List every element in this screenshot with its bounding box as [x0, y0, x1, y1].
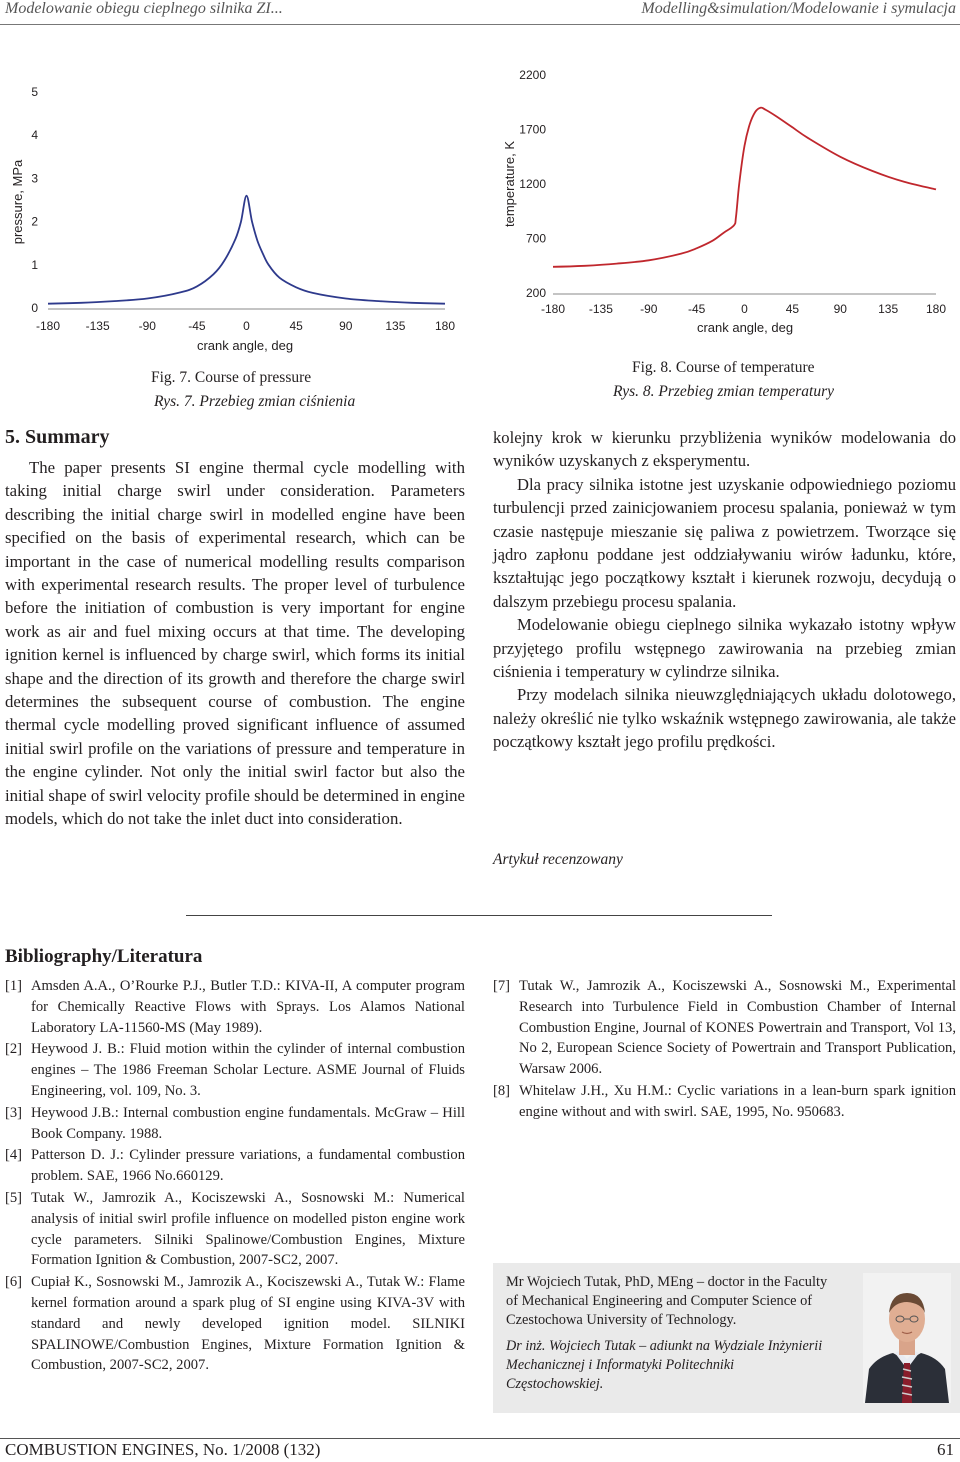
reference-number: [2]	[5, 1041, 23, 1058]
footer-rule	[0, 1438, 960, 1439]
section-divider	[186, 915, 772, 916]
reference-item	[5, 1103, 465, 1145]
y-tick-label: 1	[31, 257, 38, 272]
reference-item	[5, 1039, 465, 1101]
author-bio-pl: Dr inż. Wojciech Tutak – adiunkt na Wydziale Inżynierii Mechanicznej i Informatyki Politechniki Częstochowskiej.	[506, 1338, 823, 1392]
x-tick-label: 45	[785, 302, 800, 316]
pressure-y-tick-labels	[31, 85, 38, 315]
summary-paragraph: The paper presents SI engine thermal cycle modelling with taking initial charge swirl under consideration. Parameters describing the initial charge swirl in modelled engine have been specified on the basis of experimental research, which can be important in the case of numerical modelling results comparison with experimental research results. The proper level of turbulence before the initiation of combustion is very important for engine work as air and fuel mixing occurs at that time. The developing ignition kernel is influenced by charge swirl, which forms its initial shape and the direction of its growth and therefore the charge swirl determines the subsequent course of combustion. The engine thermal cycle modelling proved significant influence of assumed initial swirl profile on the variations of pressure and temperature in the engine cylinder. Not only the initial swirl factor but also the initial shape of swirl velocity profile should be determined in engine models, which do not take the inlet duct into consideration.	[5, 458, 465, 829]
fig8-caption-pl: Rys. 8. Przebieg zmian temperatury	[613, 383, 834, 400]
y-tick-label: 700	[525, 231, 546, 246]
reference-item	[493, 1081, 956, 1123]
reference-number: [8]	[493, 1082, 511, 1099]
y-tick-label: 200	[525, 286, 546, 300]
pressure-x-axis-label: crank angle, deg	[196, 338, 294, 353]
x-tick-label: -45	[687, 302, 706, 316]
reference-number: [7]	[493, 978, 511, 994]
polish-summary	[493, 426, 956, 754]
author-photo	[863, 1273, 951, 1403]
pressure-series-line	[48, 196, 445, 304]
running-header-left: Modelowanie obiegu cieplnego silnika ZI...	[5, 0, 283, 17]
fig8-caption-en: Fig. 8. Course of temperature	[632, 359, 815, 376]
reference-text: Tutak W., Jamrozik A., Kociszewski A., Sosnowski M., Experimental Research into Turbulence Field in Combustion Chamber of Internal Combustion Engine, Journal of KONES Powertrain and Transport, Vol 13, No 2, European Science Society of Powertrain and Transport Publication, Warsaw 2006.	[519, 978, 956, 1078]
reference-text: Patterson D. J.: Cylinder pressure variations, a fundamental combustion problem. SAE, 1966 No.660129.	[31, 1147, 465, 1185]
temperature-y-axis-label: temperature, K	[502, 141, 517, 227]
pressure-x-tick-labels	[36, 319, 455, 333]
reference-item	[5, 976, 465, 1038]
reference-item	[493, 976, 956, 1080]
x-tick-label: 0	[243, 319, 250, 333]
reference-number: [4]	[5, 1147, 23, 1164]
temperature-y-tick-labels	[519, 68, 546, 300]
bibliography-right-column	[493, 976, 956, 1124]
reference-item	[5, 1145, 465, 1187]
running-header-right: Modelling&simulation/Modelowanie i symulacja	[641, 0, 956, 17]
author-bio-box	[493, 1263, 960, 1413]
bibliography-left-column	[5, 976, 465, 1377]
polish-paragraph-1: kolejny krok w kierunku przybliżenia wyników modelowania do wyników uzyskanych z eksperymentu.	[493, 428, 956, 471]
fig7-caption-en: Fig. 7. Course of pressure	[151, 369, 312, 386]
summary-body	[5, 456, 465, 831]
x-tick-label: -180	[540, 302, 566, 316]
reference-text: Amsden A.A., O’Rourke P.J., Butler T.D.: KIVA-II, A computer program for Chemically Reactive Flows with Sprays. Los Alamos National Laboratory LA-11560-MS (May 1989).	[31, 978, 465, 1036]
bibliography-title: Bibliography/Literatura	[5, 946, 203, 967]
x-tick-label: 90	[833, 302, 847, 316]
polish-paragraph-3: Modelowanie obiegu cieplnego silnika wykazało istotny wpływ przyjętego profilu wstępnego zawirowania na przebieg zmian ciśnienia i temperatury w cylindrze silnika.	[493, 615, 956, 682]
x-tick-label: 0	[741, 302, 748, 316]
author-portrait-illustration	[863, 1273, 951, 1403]
reference-text: Heywood J.B.: Internal combustion engine fundamentals. McGraw – Hill Book Company. 1988.	[31, 1104, 465, 1142]
summary-heading: 5. Summary	[5, 426, 110, 448]
x-tick-label: 180	[925, 302, 947, 316]
author-bio-en: Mr Wojciech Tutak, PhD, MEng – doctor in the Faculty of Mechanical Engineering and Computer Science of Czestochowa University of Technology.	[506, 1274, 828, 1328]
y-tick-label: 4	[31, 128, 38, 143]
y-tick-label: 0	[31, 301, 38, 315]
x-tick-label: 90	[339, 319, 353, 333]
header-rule	[0, 24, 960, 25]
reference-text: Heywood J. B.: Fluid motion within the cylinder of internal combustion engines – The 1986 Freeman Scholar Lecture. ASME Journal of Fluids Engineering, vol. 109, No. 3.	[31, 1041, 465, 1099]
fig7-caption-pl: Rys. 7. Przebieg zmian ciśnienia	[154, 393, 356, 410]
pressure-chart	[0, 60, 470, 360]
pressure-y-axis-label: pressure, MPa	[10, 159, 25, 245]
reference-number: [3]	[5, 1104, 23, 1121]
x-tick-label: -45	[188, 319, 206, 333]
temperature-x-axis-label: crank angle, deg	[696, 320, 794, 335]
y-tick-label: 5	[31, 85, 38, 99]
y-tick-label: 2200	[519, 68, 546, 82]
reference-number: [5]	[5, 1189, 23, 1206]
x-tick-label: -135	[588, 302, 613, 316]
polish-paragraph-2: Dla pracy silnika istotne jest uzyskanie odpowiedniego poziomu turbulencji przed zainicjowaniem procesu spalania, ponieważ w tym czasie następuje mieszanie się paliwa z powietrzem. Tworzące się jądro zapłonu poddane jest oddziaływaniu wirów ładunku, które, kształtując jego początkowy kształt i kierunek rozwoju, decydują o dalszym przebiegu procesu spalania.	[493, 474, 956, 611]
y-tick-label: 1200	[519, 177, 546, 191]
reference-text: Whitelaw J.H., Xu H.M.: Cyclic variations in a lean-burn spark ignition engine without and with swirl. SAE, 1995, No. 950683.	[519, 1082, 956, 1120]
page-number: 61	[937, 1440, 954, 1459]
reference-number: [1]	[5, 978, 23, 994]
temperature-series-line	[553, 108, 936, 267]
y-tick-label: 1700	[519, 122, 546, 137]
x-tick-label: -135	[85, 319, 110, 333]
x-tick-label: 135	[385, 319, 406, 333]
reference-item	[5, 1272, 465, 1376]
reference-text: Cupiał K., Sosnowski M., Jamrozik A., Kociszewski A., Tutak W.: Flame kernel formation around a spark plug of SI engine using KIVA-3V with standard and newly developed ignition model. SILNIKI SPALINOWE/Combustion Engines, Mixture Formation Ignition & Combustion, 2007-SC2, 2007.	[31, 1274, 465, 1374]
y-tick-label: 3	[31, 171, 38, 186]
y-tick-label: 2	[31, 214, 38, 229]
reviewed-note: Artykuł recenzowany	[493, 851, 623, 868]
journal-footer: COMBUSTION ENGINES, No. 1/2008 (132)	[5, 1440, 321, 1459]
temperature-chart	[490, 60, 960, 350]
x-tick-label: 180	[434, 319, 456, 333]
x-tick-label: 45	[289, 319, 303, 333]
x-tick-label: 135	[878, 302, 899, 316]
reference-text: Tutak W., Jamrozik A., Kociszewski A., Sosnowski M.: Numerical analysis of initial swirl profile influence on modelled piston engine work cycle parameters. Silniki Spalinowe/Combustion Engines, Mixture Formation Ignition & Combustion, 2007-SC2, 2007.	[31, 1189, 465, 1269]
x-tick-label: -90	[138, 319, 156, 333]
reference-item	[5, 1188, 465, 1271]
x-tick-label: -180	[35, 319, 61, 333]
polish-paragraph-4: Przy modelach silnika nieuwzględniających układu dolotowego, należy określić nie tylko wskaźnik wstępnego zawirowania, ale także początkowy kształt jego profilu prędkości.	[493, 685, 956, 752]
reference-number: [6]	[5, 1274, 23, 1291]
x-tick-label: -90	[640, 302, 658, 316]
temperature-x-tick-labels	[541, 302, 946, 316]
